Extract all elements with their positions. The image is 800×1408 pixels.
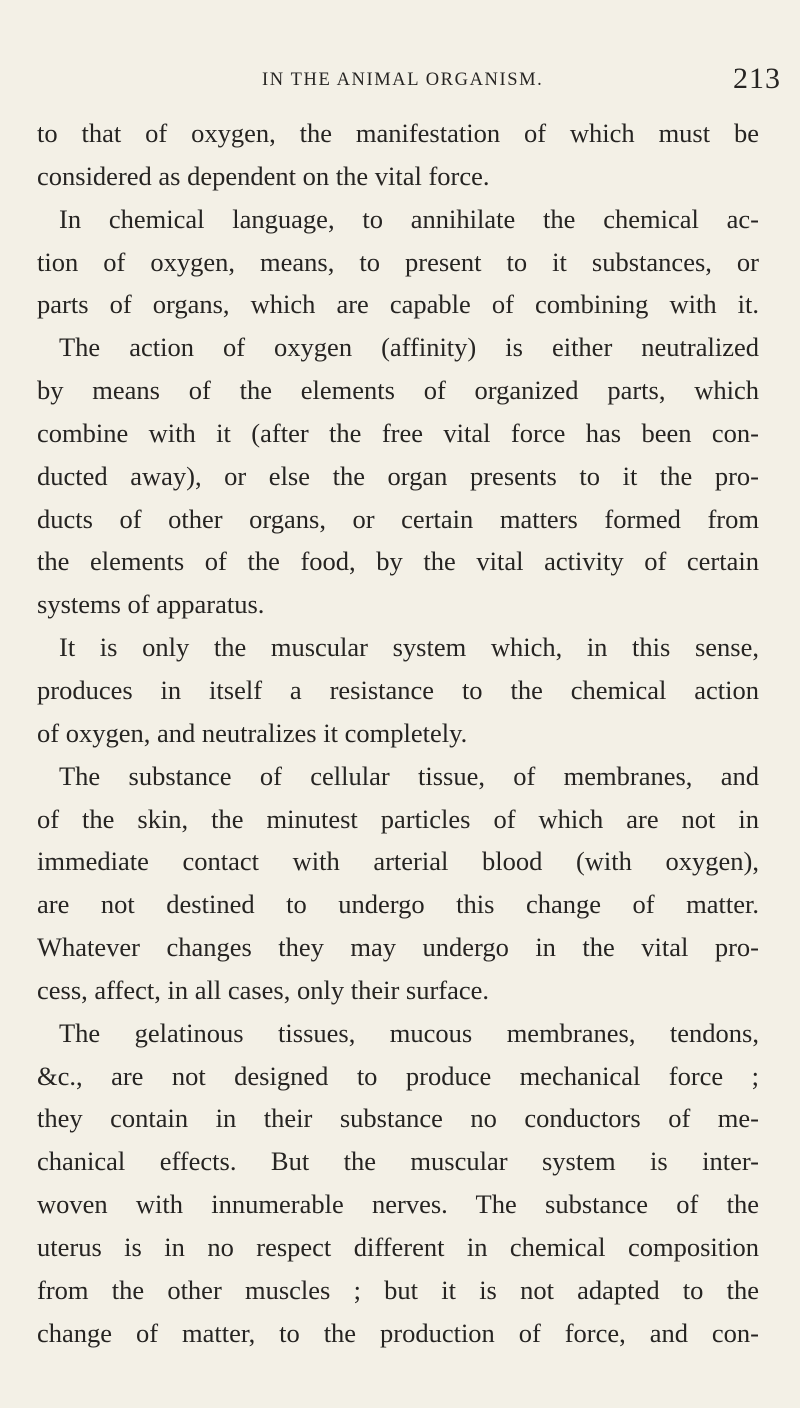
text-line: In chemical language, to annihilate the chemical ac-	[59, 203, 759, 234]
text-line: immediate contact with arterial blood (with oxygen),	[37, 846, 759, 877]
text-line: of the skin, the minutest particles of which are not in	[37, 803, 759, 834]
text-line: The substance of cellular tissue, of membranes, and	[59, 760, 759, 791]
text-line: produces in itself a resistance to the chemical action	[37, 674, 759, 705]
running-head-title: IN THE ANIMAL ORGANISM.	[262, 70, 544, 90]
text-line: tion of oxygen, means, to present to it substances, or	[37, 246, 759, 277]
text-line: Whatever changes they may undergo in the vital pro-	[37, 932, 759, 963]
text-line: It is only the muscular system which, in this sense,	[59, 632, 759, 663]
text-line: change of matter, to the production of force, and con-	[37, 1317, 759, 1348]
text-line: they contain in their substance no conductors of me-	[37, 1103, 759, 1134]
body-text	[37, 112, 759, 1354]
text-line: cess, affect, in all cases, only their surface.	[37, 974, 490, 1005]
text-line: &c., are not designed to produce mechanical force ;	[37, 1060, 759, 1091]
text-line: The gelatinous tissues, mucous membranes, tendons,	[59, 1017, 759, 1048]
page-number: 213	[733, 62, 781, 95]
text-line: chanical effects. But the muscular system is inter-	[37, 1146, 759, 1177]
running-head	[0, 62, 800, 102]
text-line: are not destined to undergo this change of matter.	[37, 889, 759, 920]
text-line: ducted away), or else the organ presents to it the pro-	[37, 460, 759, 491]
text-line: ducts of other organs, or certain matters formed from	[37, 503, 759, 534]
text-line: The action of oxygen (affinity) is either neutralized	[59, 332, 759, 363]
text-line: considered as dependent on the vital force.	[37, 160, 490, 191]
text-line: of oxygen, and neutralizes it completely.	[37, 717, 468, 748]
text-line: uterus is in no respect different in chemical composition	[37, 1231, 759, 1262]
text-line: parts of organs, which are capable of combining with it.	[37, 289, 759, 320]
text-line: combine with it (after the free vital force has been con-	[37, 417, 759, 448]
text-line: by means of the elements of organized parts, which	[37, 375, 759, 406]
text-line: the elements of the food, by the vital activity of certain	[37, 546, 759, 577]
text-line: woven with innumerable nerves. The substance of the	[37, 1189, 759, 1220]
text-line: from the other muscles ; but it is not adapted to the	[37, 1274, 759, 1305]
text-line: systems of apparatus.	[37, 589, 265, 620]
text-line: to that of oxygen, the manifestation of which must be	[37, 118, 759, 148]
